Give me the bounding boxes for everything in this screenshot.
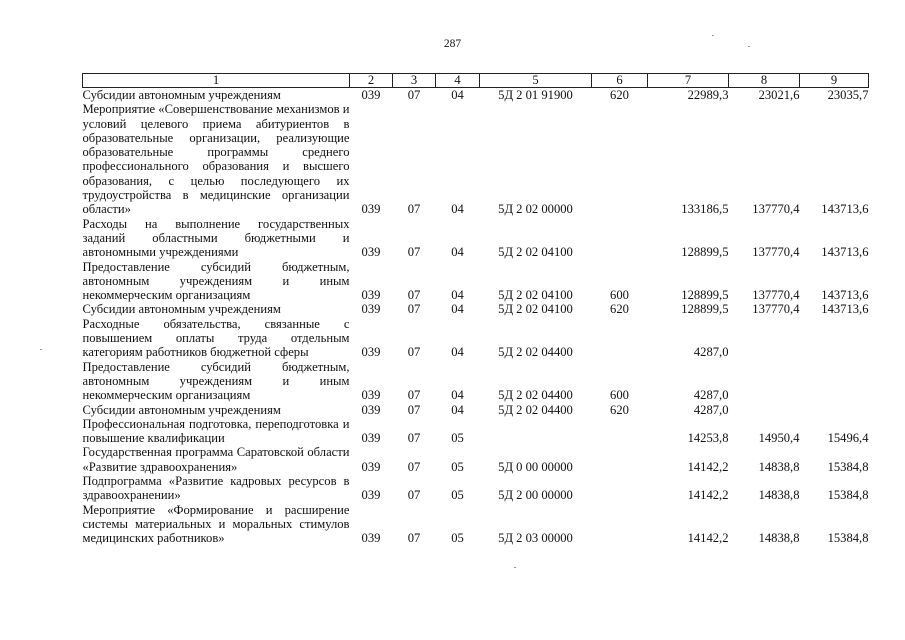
row-section-code: 07 — [407, 302, 421, 317]
table-row — [83, 417, 869, 446]
table-row — [83, 88, 869, 103]
row-target-code: 5Д 2 02 04400 — [498, 402, 573, 417]
row-ministry-code: 039 — [361, 302, 381, 317]
table-row — [83, 217, 869, 260]
row-section-code: 07 — [407, 345, 421, 360]
row-ministry-code: 039 — [361, 459, 381, 474]
row-value-year-2: 14950,4 — [758, 431, 800, 446]
page-number: 287 — [443, 38, 462, 50]
row-expense-type: 620 — [610, 402, 629, 417]
row-value-year-3: 143713,6 — [821, 288, 869, 303]
row-value-year-3: 143713,6 — [821, 302, 869, 317]
scan-speck — [40, 349, 42, 350]
row-ministry-code: 039 — [361, 288, 381, 303]
row-section-code: 07 — [407, 402, 421, 417]
header-cell-8: 8 — [729, 74, 800, 88]
row-name: Мероприятие «Формирование и расширение системы материальных и моральных стимулов медицинских работников» — [82, 502, 350, 546]
row-value-year-1: 14142,2 — [687, 488, 729, 503]
row-subsection-code: 04 — [451, 288, 464, 303]
row-target-code: 5Д 0 00 00000 — [498, 459, 573, 474]
row-value-year-1: 14142,2 — [687, 531, 729, 546]
row-name: Расходные обязательства, связанные с повышением оплаты труда отдельным категориям работников бюджетной сферы — [82, 316, 350, 360]
header-row — [83, 74, 869, 88]
row-ministry-code: 039 — [361, 345, 381, 360]
row-value-year-3: 23035,7 — [827, 88, 869, 102]
row-value-year-3 — [800, 403, 869, 417]
row-value-year-2 — [729, 403, 800, 417]
row-name: Предоставление субсидий бюджетным, автономным учреждениям и иным некоммерческим организациям — [82, 259, 350, 303]
row-target-code: 5Д 2 02 04100 — [498, 245, 573, 260]
row-target-code: 5Д 2 02 04100 — [498, 288, 573, 303]
row-value-year-2: 137770,4 — [752, 302, 800, 317]
table-row — [83, 474, 869, 503]
row-subsection-code: 04 — [451, 302, 464, 317]
table-row — [83, 360, 869, 403]
row-target-code — [480, 417, 592, 446]
row-section-code: 07 — [407, 531, 421, 546]
row-section-code: 07 — [407, 202, 421, 217]
row-value-year-2: 137770,4 — [752, 288, 800, 303]
header-cell-7: 7 — [648, 74, 729, 88]
row-expense-type: 620 — [610, 88, 629, 102]
row-value-year-1: 128899,5 — [681, 288, 729, 303]
row-ministry-code: 039 — [361, 388, 381, 403]
row-expense-type — [592, 102, 648, 216]
row-expense-type — [592, 217, 648, 260]
row-subsection-code: 04 — [451, 388, 464, 403]
row-expense-type — [592, 474, 648, 503]
row-value-year-1: 4287,0 — [693, 402, 729, 417]
row-value-year-3: 143713,6 — [821, 245, 869, 260]
row-value-year-2: 137770,4 — [752, 202, 800, 217]
header-cell-4: 4 — [436, 74, 480, 88]
row-section-code: 07 — [407, 288, 421, 303]
row-name: Субсидии автономным учреждениям — [82, 402, 281, 417]
header-cell-5: 5 — [480, 74, 592, 88]
row-value-year-2 — [729, 317, 800, 360]
row-value-year-2: 14838,8 — [758, 488, 800, 503]
scan-speck — [748, 46, 750, 47]
row-target-code: 5Д 2 02 04400 — [498, 345, 573, 360]
row-subsection-code: 05 — [451, 431, 464, 446]
row-name: Расходы на выполнение государственных заданий областными бюджетными и автономными учреждениями — [82, 216, 350, 260]
row-subsection-code: 04 — [451, 345, 464, 360]
row-expense-type — [592, 317, 648, 360]
row-ministry-code: 039 — [361, 488, 381, 503]
row-name: Государственная программа Саратовской области «Развитие здравоохранения» — [82, 445, 350, 474]
row-ministry-code: 039 — [361, 402, 381, 417]
row-subsection-code: 04 — [451, 245, 464, 260]
row-section-code: 07 — [407, 88, 421, 102]
row-name: Подпрограмма «Развитие кадровых ресурсов в здравоохранении» — [82, 474, 350, 503]
row-target-code: 5Д 2 00 00000 — [498, 488, 573, 503]
header-cell-1: 1 — [83, 74, 350, 88]
row-subsection-code: 04 — [451, 202, 464, 217]
row-expense-type — [592, 417, 648, 446]
row-value-year-3 — [800, 317, 869, 360]
table-row — [83, 503, 869, 546]
row-value-year-1: 128899,5 — [681, 245, 729, 260]
row-subsection-code: 05 — [451, 531, 464, 546]
row-name: Мероприятие «Совершенствование механизмов и условий целевого приема абитуриентов в образовательные организации, реализующие образовательные программы среднего профессионального образования и высшего образования, с целью последующего их трудоустройства в медицинские организации области» — [82, 102, 350, 217]
row-value-year-2: 23021,6 — [758, 88, 800, 102]
row-section-code: 07 — [407, 459, 421, 474]
table-row — [83, 302, 869, 316]
row-target-code: 5Д 2 01 91900 — [498, 88, 573, 102]
row-value-year-3: 15496,4 — [827, 431, 869, 446]
row-expense-type: 620 — [610, 302, 629, 317]
header-cell-9: 9 — [800, 74, 869, 88]
row-value-year-1: 133186,5 — [681, 202, 729, 217]
row-subsection-code: 04 — [451, 88, 464, 102]
header-cell-6: 6 — [592, 74, 648, 88]
row-target-code: 5Д 2 02 04100 — [498, 302, 573, 317]
row-expense-type — [592, 445, 648, 474]
row-value-year-3: 15384,8 — [827, 488, 869, 503]
row-value-year-1: 4287,0 — [693, 345, 729, 360]
row-expense-type: 600 — [610, 388, 629, 403]
table-row — [83, 445, 869, 474]
row-value-year-1: 22989,3 — [687, 88, 729, 102]
row-section-code: 07 — [407, 431, 421, 446]
row-value-year-1: 4287,0 — [693, 388, 729, 403]
row-expense-type: 600 — [610, 288, 629, 303]
row-value-year-1: 14142,2 — [687, 459, 729, 474]
scan-speck — [514, 567, 516, 568]
row-expense-type — [592, 503, 648, 546]
row-ministry-code: 039 — [361, 245, 381, 260]
row-subsection-code: 04 — [451, 402, 464, 417]
row-section-code: 07 — [407, 245, 421, 260]
row-value-year-2: 14838,8 — [758, 459, 800, 474]
table-row — [83, 317, 869, 360]
row-value-year-3: 143713,6 — [821, 202, 869, 217]
row-subsection-code: 05 — [451, 459, 464, 474]
table-row — [83, 260, 869, 303]
row-section-code: 07 — [407, 488, 421, 503]
header-cell-3: 3 — [393, 74, 436, 88]
row-value-year-1: 128899,5 — [681, 302, 729, 317]
row-ministry-code: 039 — [361, 431, 381, 446]
scan-speck — [712, 35, 714, 36]
row-value-year-1: 14253,8 — [687, 431, 729, 446]
row-ministry-code: 039 — [361, 88, 381, 102]
row-ministry-code: 039 — [361, 531, 381, 546]
row-ministry-code: 039 — [361, 202, 381, 217]
row-section-code: 07 — [407, 388, 421, 403]
row-subsection-code: 05 — [451, 488, 464, 503]
budget-table — [82, 73, 869, 546]
row-value-year-3 — [800, 360, 869, 403]
row-value-year-2: 14838,8 — [758, 531, 800, 546]
row-value-year-2: 137770,4 — [752, 245, 800, 260]
row-name: Субсидии автономным учреждениям — [82, 302, 281, 317]
row-name: Профессиональная подготовка, переподготовка и повышение квалификации — [82, 416, 350, 446]
row-target-code: 5Д 2 02 00000 — [498, 202, 573, 217]
row-target-code: 5Д 2 03 00000 — [498, 531, 573, 546]
table-row — [83, 403, 869, 417]
table-row — [83, 102, 869, 216]
row-value-year-3: 15384,8 — [827, 459, 869, 474]
row-value-year-3: 15384,8 — [827, 531, 869, 546]
row-name: Субсидии автономным учреждениям — [82, 88, 281, 102]
header-cell-2: 2 — [350, 74, 393, 88]
row-target-code: 5Д 2 02 04400 — [498, 388, 573, 403]
row-value-year-2 — [729, 360, 800, 403]
row-name: Предоставление субсидий бюджетным, автономным учреждениям и иным некоммерческим организациям — [82, 359, 350, 403]
